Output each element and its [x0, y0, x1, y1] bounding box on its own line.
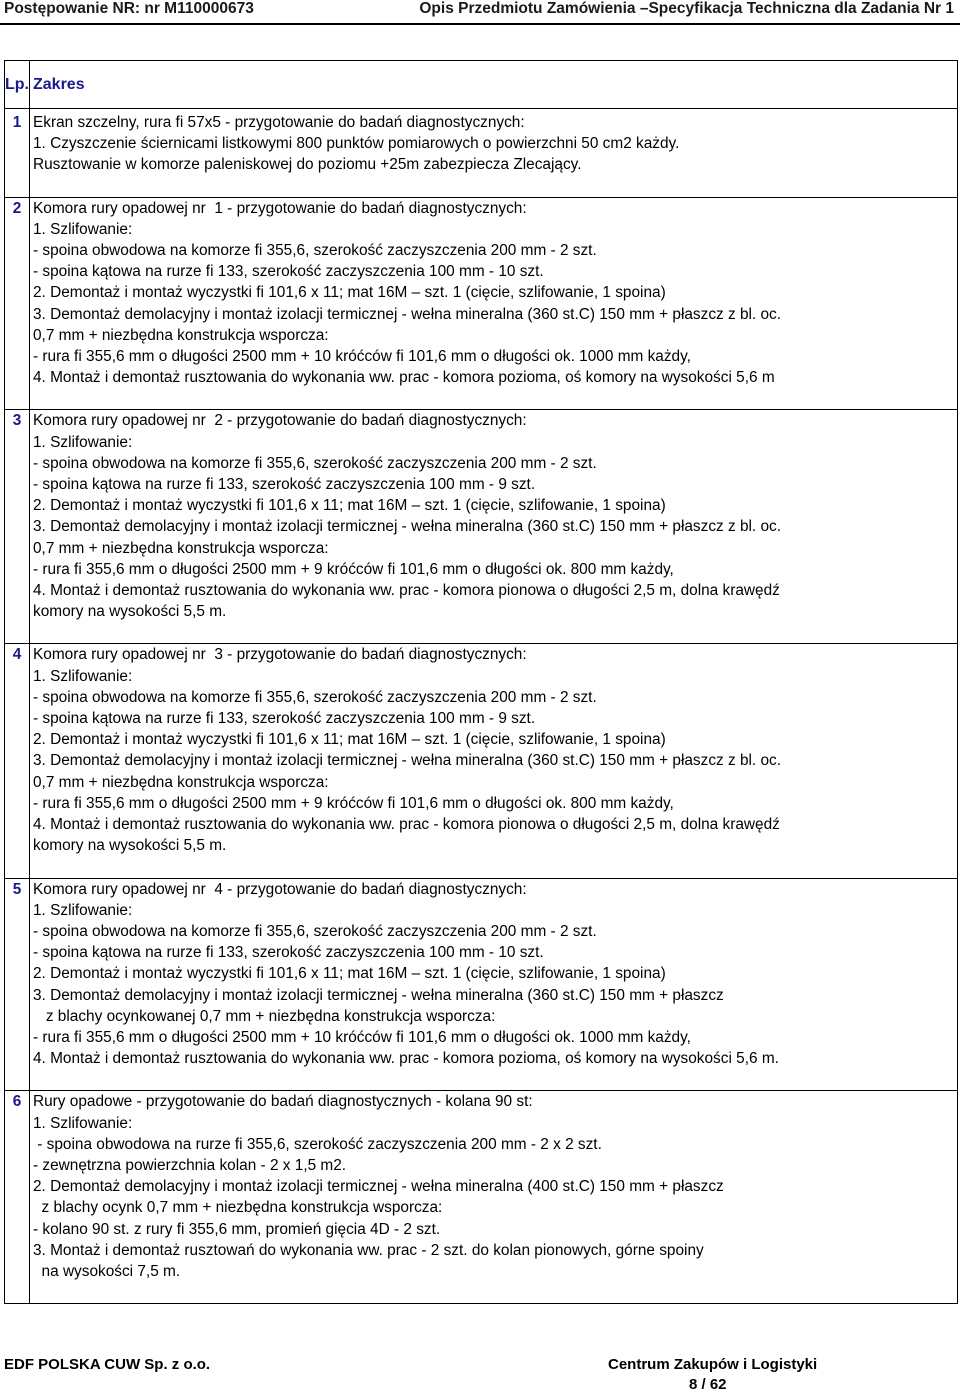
row-zakres — [30, 410, 958, 644]
zakres-line: z blachy ocynk 0,7 mm + niezbędna konstrukcja wsporcza: — [33, 1199, 443, 1217]
footer-right: Centrum Zakupów i Logistyki — [608, 1356, 818, 1373]
table-body — [5, 109, 958, 1304]
zakres-line: - spoina obwodowa na komorze fi 355,6, szerokość zaczyszczenia 200 mm - 2 szt. — [33, 242, 597, 260]
col-zakres-header: Zakres — [30, 61, 958, 109]
table-row — [5, 644, 958, 878]
zakres-line: 4. Montaż i demontaż rusztowania do wykonania ww. prac - komora pionowa o długości 2,5 m, dolna krawędź — [33, 816, 780, 834]
zakres-line: 0,7 mm + niezbędna konstrukcja wsporcza: — [33, 539, 329, 557]
row-zakres — [30, 197, 958, 410]
row-zakres — [30, 109, 958, 198]
zakres-line: 1. Szlifowanie: — [33, 1114, 133, 1132]
zakres-line: 1. Szlifowanie: — [33, 667, 133, 685]
row-lp: 6 — [5, 1091, 30, 1304]
zakres-line: Komora rury opadowej nr 1 - przygotowanie do badań diagnostycznych: — [33, 199, 527, 217]
table-row — [5, 878, 958, 1091]
zakres-line: 0,7 mm + niezbędna konstrukcja wsporcza: — [33, 773, 329, 791]
zakres-line: z blachy ocynkowanej 0,7 mm + niezbędna konstrukcja wsporcza: — [33, 1007, 496, 1025]
col-lp-header: Lp. — [5, 61, 30, 109]
zakres-line: 2. Demontaż i montaż wyczystki fi 101,6 x 11; mat 16M – szt. 1 (cięcie, szlifowanie, 1 spoina) — [33, 497, 666, 515]
zakres-line: 1. Szlifowanie: — [33, 901, 133, 919]
zakres-line: na wysokości 7,5 m. — [33, 1262, 181, 1280]
zakres-line: komory na wysokości 5,5 m. — [33, 837, 227, 855]
zakres-line: - rura fi 355,6 mm o długości 2500 mm + 10 króćców fi 101,6 mm o długości ok. 1000 mm każdy, — [33, 348, 691, 366]
zakres-line: - rura fi 355,6 mm o długości 2500 mm + 9 króćców fi 101,6 mm o długości ok. 800 mm każdy, — [33, 560, 674, 578]
zakres-line: 3. Demontaż demolacyjny i montaż izolacji termicznej - wełna mineralna (360 st.C) 150 mm + płaszcz — [33, 986, 724, 1004]
zakres-line: - spoina obwodowa na komorze fi 355,6, szerokość zaczyszczenia 200 mm - 2 szt. — [33, 922, 597, 940]
zakres-line: 1. Szlifowanie: — [33, 220, 133, 238]
zakres-line: komory na wysokości 5,5 m. — [33, 603, 227, 621]
header-divider — [0, 23, 960, 25]
zakres-line: - spoina obwodowa na komorze fi 355,6, szerokość zaczyszczenia 200 mm - 2 szt. — [33, 688, 597, 706]
zakres-line: 3. Demontaż demolacyjny i montaż izolacji termicznej - wełna mineralna (360 st.C) 150 mm + płaszcz z bl. oc. — [33, 518, 782, 536]
table-header-row — [5, 61, 958, 109]
row-lp: 5 — [5, 878, 30, 1091]
zakres-line: 0,7 mm + niezbędna konstrukcja wsporcza: — [33, 326, 329, 344]
table-row — [5, 197, 958, 410]
zakres-line: Komora rury opadowej nr 4 - przygotowanie do badań diagnostycznych: — [33, 880, 527, 898]
row-zakres — [30, 644, 958, 878]
zakres-line: - zewnętrzna powierzchnia kolan - 2 x 1,5 m2. — [33, 1156, 347, 1174]
page-number: 8 / 62 — [689, 1376, 727, 1393]
header-left: Postępowanie NR: nr M110000673 — [4, 0, 254, 17]
row-lp: 2 — [5, 197, 30, 410]
zakres-line: 2. Demontaż demolacyjny i montaż izolacji termicznej - wełna mineralna (400 st.C) 150 mm + płaszcz — [33, 1178, 724, 1196]
zakres-line: - spoina obwodowa na rurze fi 355,6, szerokość zaczyszczenia 200 mm - 2 x 2 szt. — [33, 1135, 602, 1153]
zakres-line: 2. Demontaż i montaż wyczystki fi 101,6 x 11; mat 16M – szt. 1 (cięcie, szlifowanie, 1 spoina) — [33, 965, 666, 983]
zakres-line: 3. Demontaż demolacyjny i montaż izolacji termicznej - wełna mineralna (360 st.C) 150 mm + płaszcz z bl. oc. — [33, 305, 782, 323]
page-header — [0, 0, 960, 20]
row-lp: 1 — [5, 109, 30, 198]
zakres-line: 1. Szlifowanie: — [33, 433, 133, 451]
zakres-line: - rura fi 355,6 mm o długości 2500 mm + 9 króćców fi 101,6 mm o długości ok. 800 mm każdy, — [33, 794, 674, 812]
zakres-line: 1. Czyszczenie ściernicami listkowymi 800 punktów pomiarowych o powierzchni 50 cm2 każdy. — [33, 135, 680, 153]
zakres-line: - spoina kątowa na rurze fi 133, szerokość zaczyszczenia 100 mm - 10 szt. — [33, 944, 544, 962]
table-row — [5, 109, 958, 198]
zakres-line: 3. Demontaż demolacyjny i montaż izolacji termicznej - wełna mineralna (360 st.C) 150 mm + płaszcz z bl. oc. — [33, 752, 782, 770]
zakres-line: Ekran szczelny, rura fi 57x5 - przygotowanie do badań diagnostycznych: — [33, 114, 525, 131]
table-row — [5, 410, 958, 644]
zakres-line: Rusztowanie w komorze paleniskowej do poziomu +25m zabezpiecza Zlecający. — [33, 156, 582, 174]
zakres-line: 3. Montaż i demontaż rusztowań do wykonania ww. prac - 2 szt. do kolan pionowych, górne spoiny — [33, 1241, 704, 1259]
zakres-line: 2. Demontaż i montaż wyczystki fi 101,6 x 11; mat 16M – szt. 1 (cięcie, szlifowanie, 1 spoina) — [33, 284, 666, 302]
footer-left: EDF POLSKA CUW Sp. z o.o. — [4, 1356, 211, 1373]
zakres-line: - spoina kątowa na rurze fi 133, szerokość zaczyszczenia 100 mm - 9 szt. — [33, 710, 536, 728]
zakres-line: 4. Montaż i demontaż rusztowania do wykonania ww. prac - komora pionowa o długości 2,5 m, dolna krawędź — [33, 582, 780, 600]
zakres-line: - spoina obwodowa na komorze fi 355,6, szerokość zaczyszczenia 200 mm - 2 szt. — [33, 454, 597, 472]
zakres-line: Komora rury opadowej nr 3 - przygotowanie do badań diagnostycznych: — [33, 646, 527, 664]
table-row — [5, 1091, 958, 1304]
row-lp: 3 — [5, 410, 30, 644]
header-right: Opis Przedmiotu Zamówienia –Specyfikacja Techniczna dla Zadania Nr 1 — [419, 0, 954, 17]
zakres-line: - rura fi 355,6 mm o długości 2500 mm + 10 króćców fi 101,6 mm o długości ok. 1000 mm każdy, — [33, 1028, 691, 1046]
zakres-line: Rury opadowe - przygotowanie do badań diagnostycznych - kolana 90 st: — [33, 1093, 533, 1111]
zakres-line: - kolano 90 st. z rury fi 355,6 mm, promień gięcia 4D - 2 szt. — [33, 1220, 441, 1238]
row-zakres — [30, 1091, 958, 1304]
scope-table — [4, 60, 958, 1304]
zakres-line: Komora rury opadowej nr 2 - przygotowanie do badań diagnostycznych: — [33, 412, 527, 430]
zakres-line: 4. Montaż i demontaż rusztowania do wykonania ww. prac - komora pozioma, oś komory na wysokości 5,6 m — [33, 369, 775, 387]
row-lp: 4 — [5, 644, 30, 878]
zakres-line: - spoina kątowa na rurze fi 133, szerokość zaczyszczenia 100 mm - 10 szt. — [33, 263, 544, 281]
zakres-line: - spoina kątowa na rurze fi 133, szerokość zaczyszczenia 100 mm - 9 szt. — [33, 476, 536, 494]
zakres-line: 4. Montaż i demontaż rusztowania do wykonania ww. prac - komora pozioma, oś komory na wysokości 5,6 m. — [33, 1050, 779, 1068]
row-zakres — [30, 878, 958, 1091]
zakres-line: 2. Demontaż i montaż wyczystki fi 101,6 x 11; mat 16M – szt. 1 (cięcie, szlifowanie, 1 spoina) — [33, 731, 666, 749]
